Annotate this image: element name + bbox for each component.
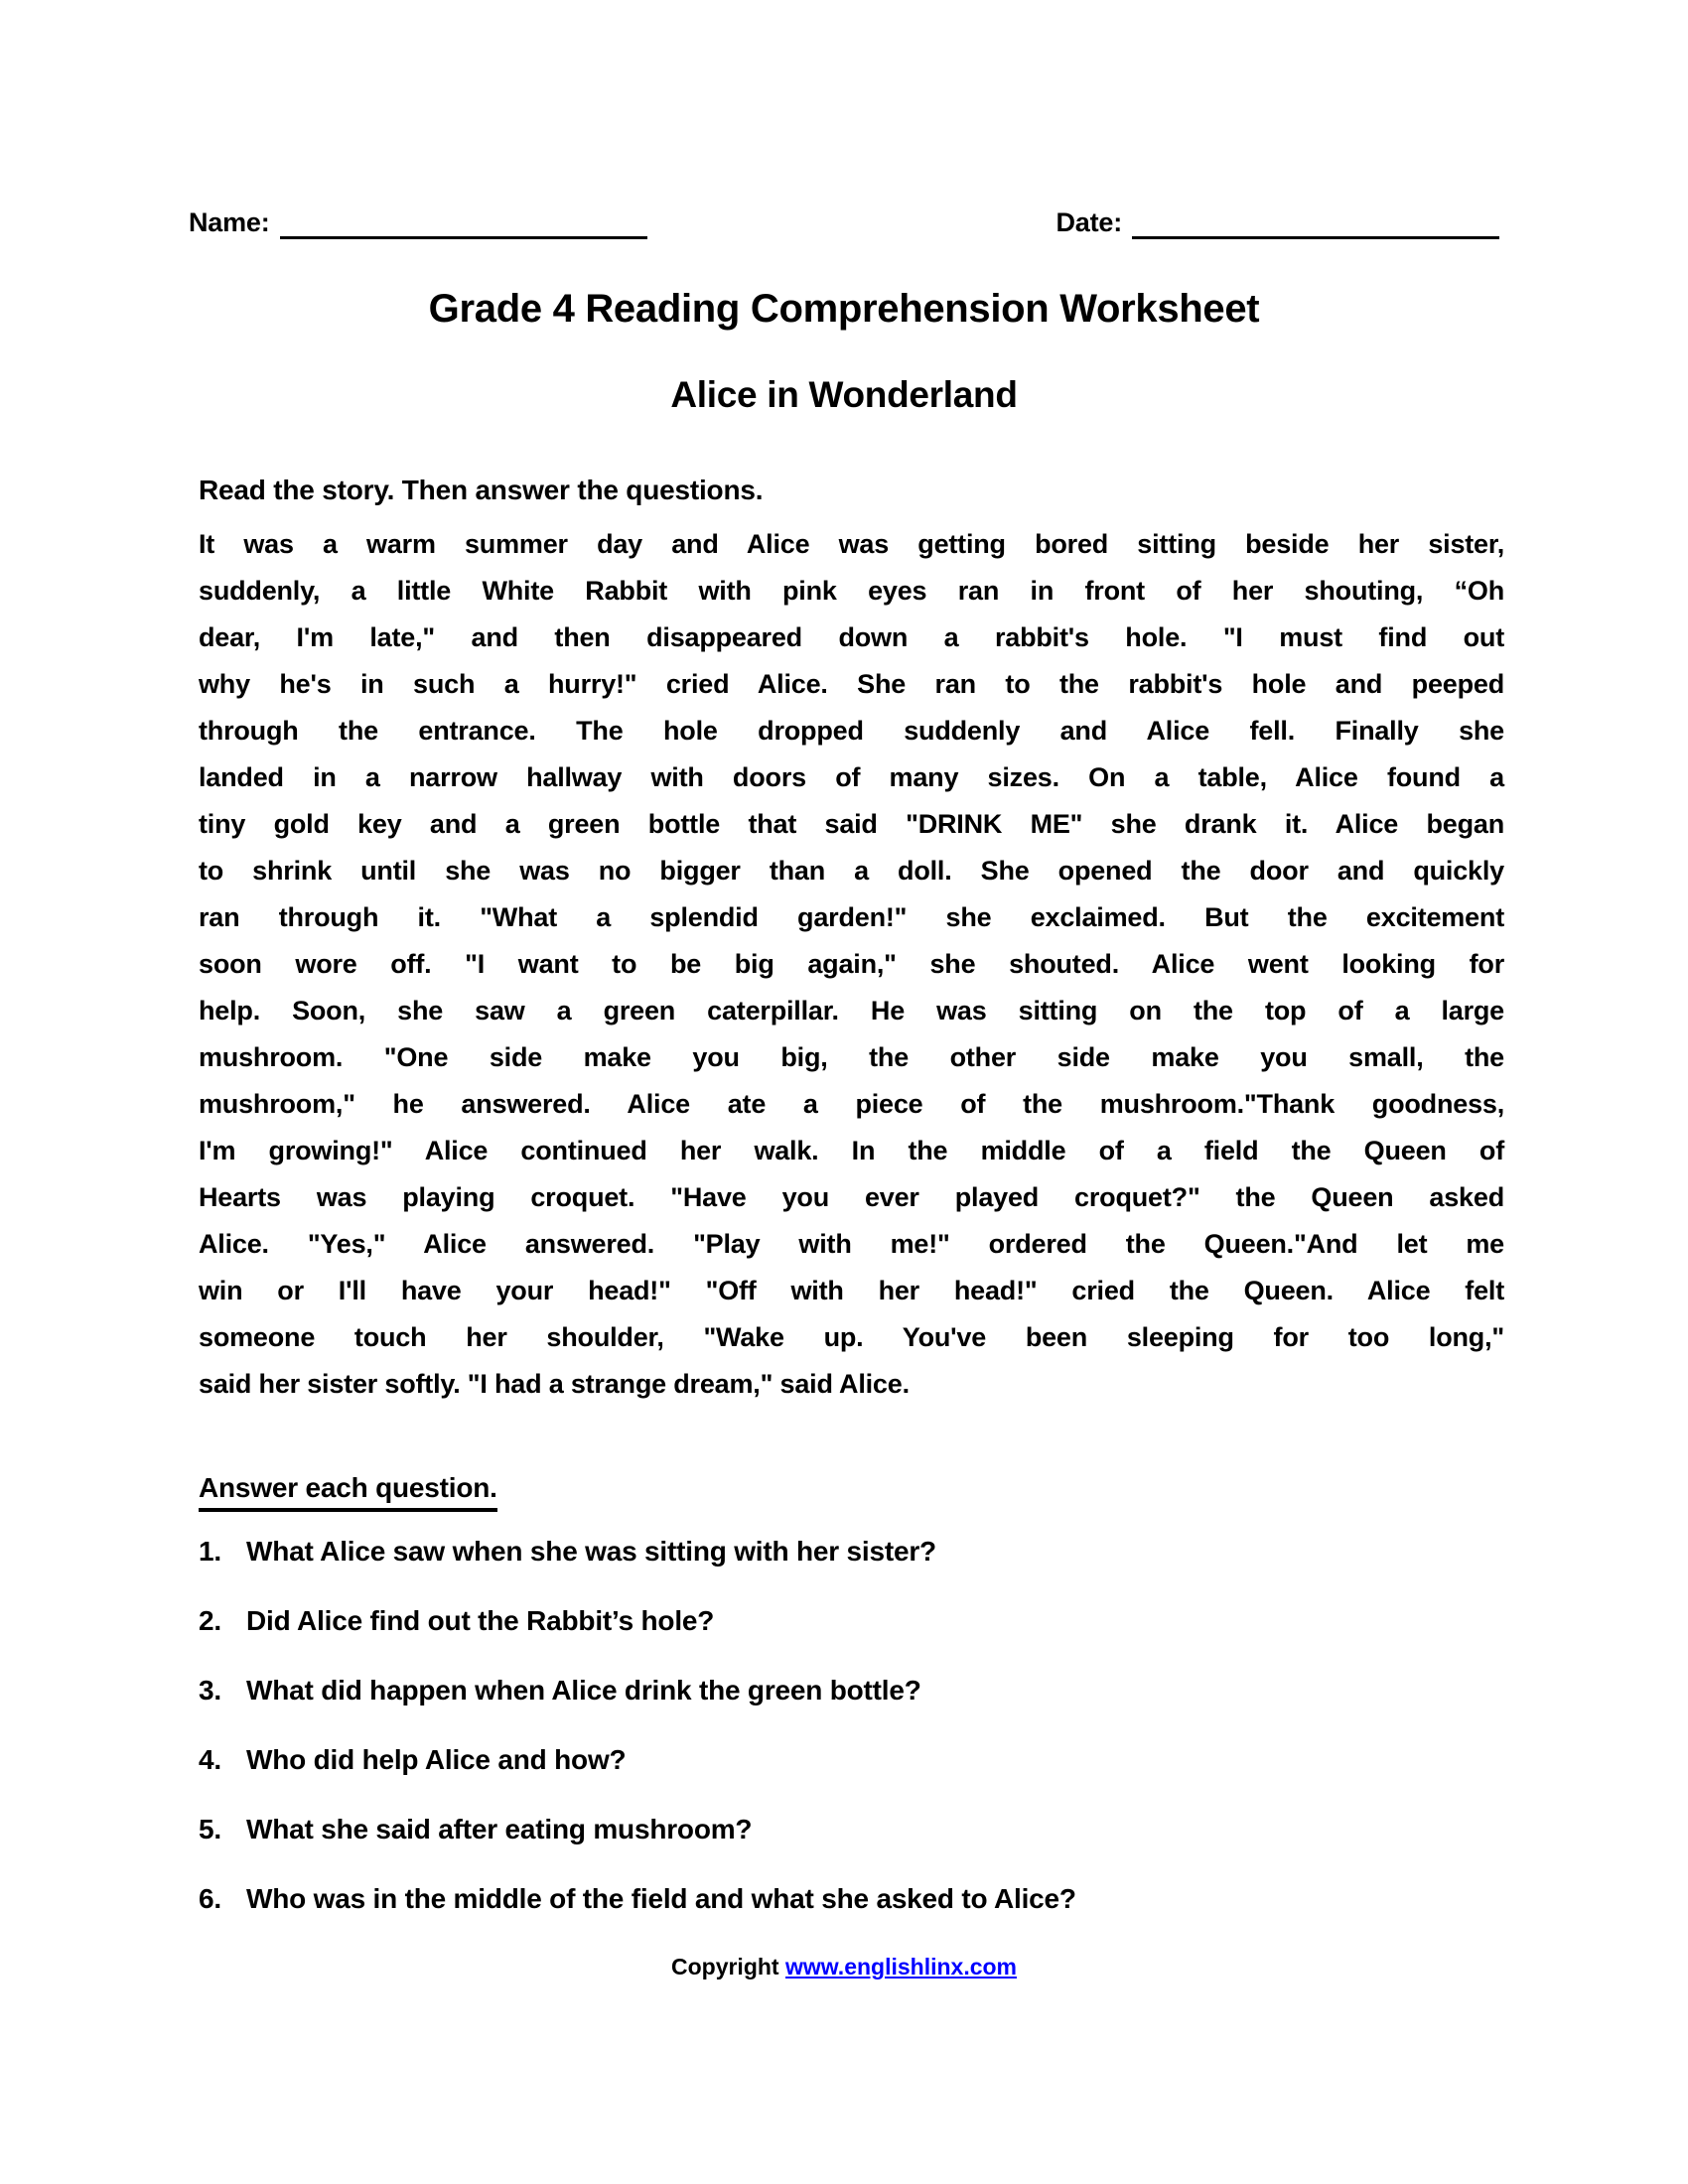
page-title: Grade 4 Reading Comprehension Worksheet [428, 287, 1260, 331]
story-line: Hearts was playing croquet. "Have you ever played croquet?" the Queen asked [199, 1182, 1504, 1212]
story-line: through the entrance. The hole dropped suddenly and Alice fell. Finally she [199, 716, 1504, 746]
story-line: I'm growing!" Alice continued her walk. In the middle of a field the Queen of [199, 1136, 1504, 1165]
answer-section [0, 1471, 1688, 1512]
story-paragraph [0, 521, 1688, 1408]
question-text: Who did help Alice and how? [246, 1744, 627, 1775]
header-row [0, 205, 1688, 239]
story-line: landed in a narrow hallway with doors of many sizes. On a table, Alice found a [199, 762, 1504, 792]
story-line: mushroom. "One side make you big, the other side make you small, the [199, 1042, 1504, 1072]
question-number: 6. [199, 1883, 221, 1914]
question-item [199, 1814, 1504, 1845]
story-line: said her sister softly. "I had a strange dream," said Alice. [199, 1369, 910, 1399]
story-line: someone touch her shoulder, "Wake up. You've been sleeping for too long," [199, 1322, 1504, 1352]
story-line: ran through it. "What a splendid garden!" she exclaimed. But the excitement [199, 902, 1504, 932]
name-field [189, 205, 647, 239]
story-line: mushroom," he answered. Alice ate a piece of the mushroom."Thank goodness, [199, 1089, 1504, 1119]
question-number: 4. [199, 1744, 221, 1775]
story-line: suddenly, a little White Rabbit with pink eyes ran in front of her shouting, “Oh [199, 576, 1504, 606]
page-subtitle: Alice in Wonderland [670, 374, 1018, 415]
date-blank-line [1132, 205, 1499, 239]
story-line: Alice. "Yes," Alice answered. "Play with me!" ordered the Queen."And let me [199, 1229, 1504, 1259]
footer [0, 1953, 1688, 1980]
name-blank-line [280, 205, 647, 239]
question-number: 5. [199, 1814, 221, 1844]
story-line: tiny gold key and a green bottle that said "DRINK ME" she drank it. Alice began [199, 809, 1504, 839]
question-number: 1. [199, 1536, 221, 1567]
question-item [199, 1536, 1504, 1568]
question-text: Who was in the middle of the field and what she asked to Alice? [246, 1883, 1076, 1914]
name-label: Name: [189, 207, 270, 237]
story-line: help. Soon, she saw a green caterpillar. He was sitting on the top of a large [199, 996, 1504, 1025]
question-item [199, 1883, 1504, 1915]
story-line: soon wore off. "I want to be big again," she shouted. Alice went looking for [199, 949, 1504, 979]
instruction-text: Read the story. Then answer the questions. [199, 475, 764, 505]
question-text: What did happen when Alice drink the green bottle? [246, 1675, 921, 1706]
question-text: What Alice saw when she was sitting with her sister? [246, 1536, 936, 1567]
website-link[interactable]: www.englishlinx.com [784, 1954, 1018, 1979]
question-text: What she said after eating mushroom? [246, 1814, 753, 1844]
date-label: Date: [1055, 207, 1122, 237]
question-list [0, 1536, 1688, 1915]
story-line: dear, I'm late," and then disappeared down a rabbit's hole. "I must find out [199, 622, 1504, 652]
date-field [1055, 205, 1499, 239]
answer-section-header: Answer each question. [199, 1471, 497, 1512]
story-line: It was a warm summer day and Alice was getting bored sitting beside her sister, [199, 529, 1504, 559]
question-text: Did Alice find out the Rabbit’s hole? [246, 1605, 715, 1636]
question-item [199, 1744, 1504, 1776]
copyright-label: Copyright [670, 1954, 779, 1979]
question-item [199, 1675, 1504, 1706]
story-line: why he's in such a hurry!" cried Alice. She ran to the rabbit's hole and peeped [199, 669, 1504, 699]
story-line: to shrink until she was no bigger than a doll. She opened the door and quickly [199, 856, 1504, 886]
question-number: 3. [199, 1675, 221, 1706]
question-number: 2. [199, 1605, 221, 1636]
story-line: win or I'll have your head!" "Off with her head!" cried the Queen. Alice felt [199, 1276, 1504, 1305]
question-item [199, 1605, 1504, 1637]
